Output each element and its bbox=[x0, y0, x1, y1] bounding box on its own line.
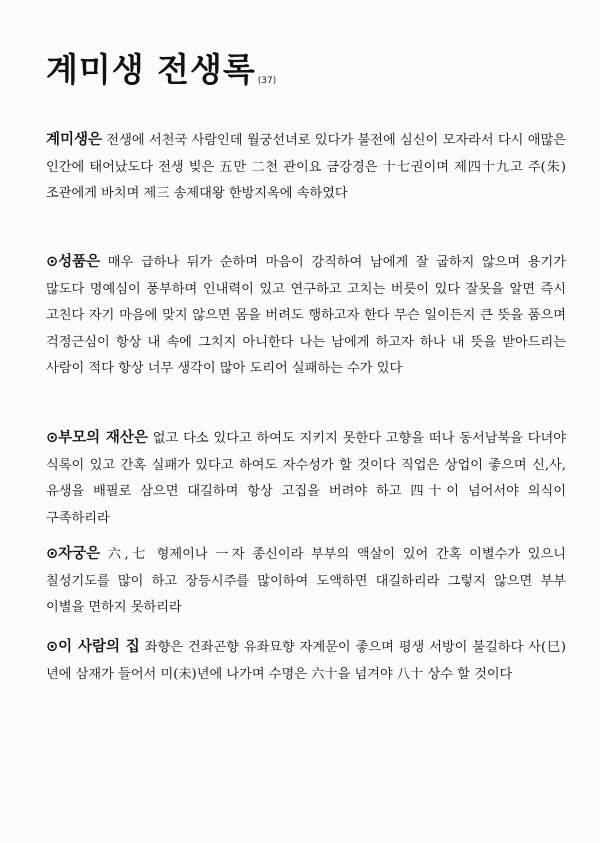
section-past-life bbox=[46, 127, 566, 208]
section-children bbox=[46, 541, 566, 622]
section-body: 없고 다소 있다고 하여도 지키지 못한다 고향을 떠나 동서남북을 다녀야 식록이 있고 간혹 실패가 있다고 하여도 자수성가 할 것이다 직업은 상업이 좋으며 신,사,유생을 배필로 삼으면 대길하며 항상 고집을 버려야 하고 四十이 넘어서야 의식이 구족하리라 bbox=[46, 431, 566, 526]
section-parents-wealth bbox=[46, 425, 566, 532]
section-personality bbox=[46, 249, 566, 383]
section-body: 六,七 형제이나 一자 종신이라 부부의 액살이 있어 간혹 이별수가 있으니 칠성기도를 많이 하고 장등시주를 많이하여 도액하면 대길하리라 그렇지 않으면 부부 이별을 면하지 못하리라 bbox=[46, 547, 566, 615]
section-body: 매우 급하나 뒤가 순하며 마음이 강직하여 남에게 잘 굽하지 않으며 용기가 많도다 명예심이 풍부하며 인내력이 있고 연구하고 고치는 버릇이 있다 잘못을 알면 즉시 고친다 자기 마음에 맞지 않으면 몸을 버려도 행하고자 한다 무슨 일이든지 큰 뜻을 품으며 걱정근심이 항상 내 속에 그치지 아니한다 나는 남에게 하고자 하나 내 뜻을 받아드리는 사람이 적다 항상 너무 생각이 많아 도리어 실패하는 수가 있다 bbox=[46, 255, 566, 376]
section-heading: ⊙자궁은 bbox=[46, 546, 101, 562]
section-body: 좌향은 건좌곤향 유좌묘향 자계문이 좋으며 평생 서방이 불길하다 사(巳)년에 삼재가 들어서 미(未)년에 나가며 수명은 六十을 넘겨야 八十 상수 할 것이다 bbox=[46, 640, 566, 682]
section-heading: 계미생은 bbox=[46, 132, 103, 148]
section-body: 전생에 서천국 사람인데 월궁선녀로 있다가 불전에 심신이 모자라서 다시 애많은 인간에 태어났도다 전생 빚은 五만 二천 관이요 금강경은 十七권이며 제四十九고 주(朱)조관에게 바치며 제三 송제대왕 한방지옥에 속하였다 bbox=[46, 133, 566, 201]
title-number: (37) bbox=[257, 76, 277, 86]
section-house bbox=[46, 634, 566, 688]
section-heading: ⊙성품은 bbox=[46, 254, 101, 270]
section-heading: ⊙이 사람의 집 bbox=[46, 639, 140, 655]
section-heading: ⊙부모의 재산은 bbox=[46, 430, 148, 446]
title-block bbox=[46, 52, 276, 88]
page-title: 계미생 전생록 bbox=[46, 50, 256, 89]
